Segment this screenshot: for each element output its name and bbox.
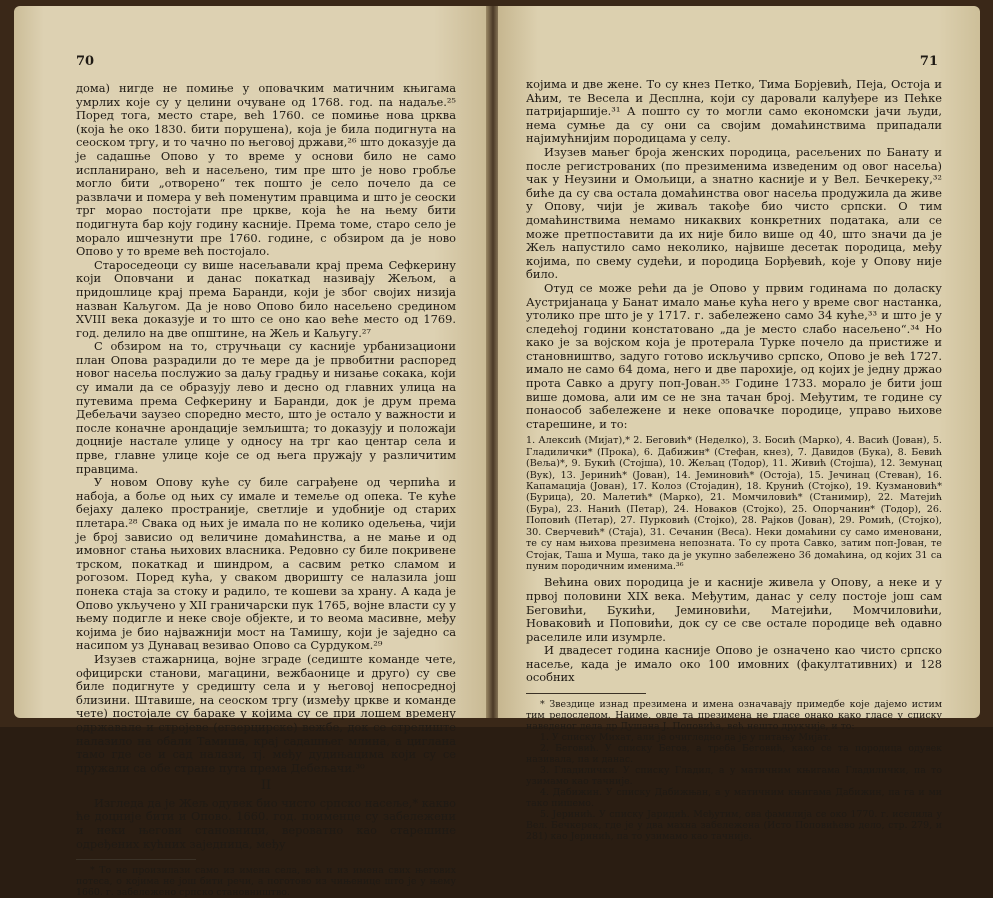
footnotes	[76, 865, 456, 898]
paragraph: којима и две жене. То су кнез Петко, Тима Борјевић, Пеја, Остоја и Аћим, те Весела и Десплна, који су даровали калуђере из Пећке патријаршије.³¹ А пошто су то могли само економски јачи људи, нема сумње да су они са својим домаћинствима припадали најимућнијим породицама у селу.	[526, 77, 942, 146]
left-page	[14, 6, 488, 898]
paragraph: Већина ових породица је и касније живела у Опову, а неке и у првој половини XIX века. Међутим, данас у селу постоје још сам Беговићи, Букићи, Јеминовићи, Матејићи, Момчиловићи, Новаковић и Поповићи, док су се све остале породице већ одавно раселиле или изумрле.	[526, 575, 942, 644]
footnote: 3. Гладилички. У списку Гладил, а у матичним књигама Гладилички, па то узимамо као тачније.	[526, 765, 942, 788]
page-number: 70	[76, 54, 95, 69]
footnote: * То не произилази само из имена села, већ и из имена свих његових потеса, о којима не још бити речи, а поготово из чињенице што је у њему 1660. г. забележено српско становништво.	[76, 865, 456, 898]
section-heading: II	[260, 778, 272, 794]
footnote: 4. Дабижин. У списку Дабижњан, а у матичним књигама Дабижин, па га и ми тако пишемо.	[526, 787, 942, 810]
right-page	[498, 6, 980, 843]
paragraph: Отуд се може рећи да је Опово у првим годинама по доласку Аустријанаца у Банат имало мање кућа него у време свог настанка, утолико пре што је у 1717. г. забележено само 34 куће,³³ и што је у следећој години констатовано „да је место слабо насељено“.³⁴ Но како је за војском која је протерала Турке почело да пристиже и становништво, задуго готово искључиво српско, Опово је већ 1727. имало не само 64 дома, него и две парохије, од којих је једну држао прота Савко а другу поп-Јован.³⁵ Године 1733. морало је бити још више домова, али им се не зна тачан број. Међутим, те године су понаособ забележене и неке оповачке породице, управо њихове старешине, и то:	[526, 280, 942, 431]
footnote-divider	[526, 693, 646, 694]
footnote-divider	[76, 859, 196, 860]
paragraph: Изузев стажарница, војне зграде (седиште команде чете, официрски станови, магацини, вежбаонице и друго) су све биле подигнуте у средишту села и у његовој непосредној близини. Штавише, на сеоском тргу (између цркве и команде чете) постојале су бараке у којима су се при лошем времену одржавале и стројеве (егзерцирске) вежбе, док се стрелиште налазило на обали Тамиша, крај садашњег млина, а циглана тамо где се и сад налази, тј. међу дудињацима који су се пружали са обе стране пута према Дебељачи.³⁰	[76, 651, 456, 775]
family-list: 1. Алексић (Мијат),* 2. Беговић* (Неделко), 3. Босић (Марко), 4. Васић (Јован), 5. Гладилички* (Прока), 6. Дабижин* (Стефан, кнез), 7. Давидов (Бука), 8. Бевић (Веља)*, 9. Букић (Стојша), 10. Жељац (Тодор), 11. Живић (Стојша), 12. Земунац (Вук), 13. Јеринић* (Јован), 14. Јеминовић* (Остоја), 15. Јечинац (Стеван), 16. Капамација (Јован), 17. Колоз (Стојадин), 18. Крунић (Стојко), 19. Кузмановић* (Бурица), 20. Малетић* (Марко), 21. Момчиловић* (Станимир), 22. Матејић (Бура), 23. Нанић (Петар), 24. Новаков (Стојко), 25. Опорчанин* (Тодор), 26. Поповић (Петар), 27. Пурковић (Стојко), 28. Рајков (Јован), 29. Ромић, (Стојко), 30. Сверчевић* (Стаја), 31. Сечанин (Веса). Неки домаћини су само именовани, те су нам њихова презимена непозната. То су прота Савко, затим поп-Јован, те Стојак, Таша и Муша, тако да је укупно забележено 36 домаћина, од којих 31 са пуним породичним именима.³⁶	[526, 435, 942, 572]
footnote: 1. У списку Михат, али је очигледно да је у питању Мијат.	[540, 732, 831, 744]
paragraph: дома) нигде не помиње у оповачким матичним књигама умрлих које су у целини очуване од 1768. год. па надаље.²⁵ Поред тога, место старе, веh 1760. се помиње нова црква (која ће око 1830. бити порушена), која је била подигнута на сеоском тргу, и то чачно по његовој држави,²⁶ што доказује да је садашње Опово у то време у основи било не само испланирано, веh и насељено, тим пре што је ново гробље могло бити „отворено“ тек пошто је село почело да се развлачи и помера у већ поменутим правцима и што је сеоски трг морао постојати пре цркве, која ће на њему бити подигнута бар коју годину касније. Према томе, старо село је морало ишчезнути пре 1760. године, с обзиром да је ново Опово у то време већ постојало.	[76, 81, 456, 259]
paragraph: С обзиром на то, стручњаци су касније урбанизациони план Опова разрадили до те мере да је првобитни распоред новог насеља послужио за даљу градњу и низање сокака, који су имали да се образују лево и десно од главних улица на путевима према Сефкерину и Баранди, док је друм према Дебељачи заузео споредно место, што је остало у важности и после коначне арондације земљишта; то доказују и положаји доцније настале улице у односу на трг као центар села и прве, главне улице које се од њега пружају у различитим правцима.	[76, 339, 456, 476]
paragraph: И двадесет година касније Опово је означено као чисто српско насеље, када је имало око 100 имовних (факултативних) и 128 особних	[526, 643, 942, 685]
paragraph: У новом Опову куће су биле саграђене од черпића и набоја, а боље од њих су имале и темеље од опека. Те куће бејаху далеко пространије, светлије и удобније од старих плетара.²⁸ Свака од њих је имала по не колико одељења, чији је број зависио од величине домаћинства, а не мање и од имовног стања њихових власника. Редовно су биле покривене трском, покаткад и шиндром, а сасвим ретко сламом и рогозом. Поред кућа, у сваком дворишту се налазила још понека стаја за стоку и радило, те кошеви за храну. А када је Опово укључено у XII граничарски пук 1765, војне власти су у њему подигле и неке своје објекте, и то веома масивне, међу којима је био најважнији мост на Тамишу, који је заједно са насипом уз Дунавац везивао Опово са Сурдуком.²⁹	[76, 475, 456, 653]
footnote: 5. Јеринић. У списку Јаридић. Међутим, ова фамилија се око 1770. г. иселила у Вел. Бечкерек, где је у два махна забележена (Исто Поповићево дело, стр. 279, и 281) као Јеринић, па то узимамо као тачније.	[526, 809, 942, 843]
footnote: 2. Беговић. У списку Бегов, а треба Беговић, како се та породица одувек називала, па и данас.	[526, 743, 942, 766]
left-page-body	[76, 82, 456, 898]
paragraph: Изузев мањег броја женских породица, расељених по Банату и после регистрованих (по презименима изведеним од овог насеља) чак у Неузини и Омољици, а знатно касније и у Вел. Бечкереку,³² биће да су сва остала домаћинства овог насеља продужила да живе у Опову, чији је живаљ такође био чисто српски. О тим домаћинствима немамо никаквих конкретних података, али се може претпоставити да их није било више од 40, што значи да је Жељ напустило само неколико, највише десетак породица, међу којима, по свему судећи, и породица Борђевић, које у Опову није било.	[526, 144, 942, 282]
footnotes	[526, 699, 942, 842]
footnote: * Звездице изнад презимена и имена означавају примедбе које дајемо истим тим редоследом. Наиме, овде та презимена не гласе онако како гласе у списку наведеног дела др Душана Ј. Поповића, већ нешто друкчије, и то:	[526, 699, 942, 733]
right-page-body	[526, 78, 942, 842]
paragraph: Изгледа да је Жељ одувек био чисто српско насеље,* какво ће доцније бити и Опово. 1660. год. поименце су забележени и неки његови становници, вероватно као старешине одређених кућних заједница, међу	[76, 795, 456, 851]
paragraph: Староседеоци су више насељавали крај према Сефкерину који Оповчани и данас покаткад називају Жељом, а придошлице крај према Баранди, који је због својих низија назван Каљугом. Да је ново Опово било насељено средином XVIII века доказује и то што се оно као веће место од 1769. год. делило на две општине, на Жељ и Каљугу.²⁷	[76, 257, 456, 340]
page-number: 71	[919, 54, 938, 69]
